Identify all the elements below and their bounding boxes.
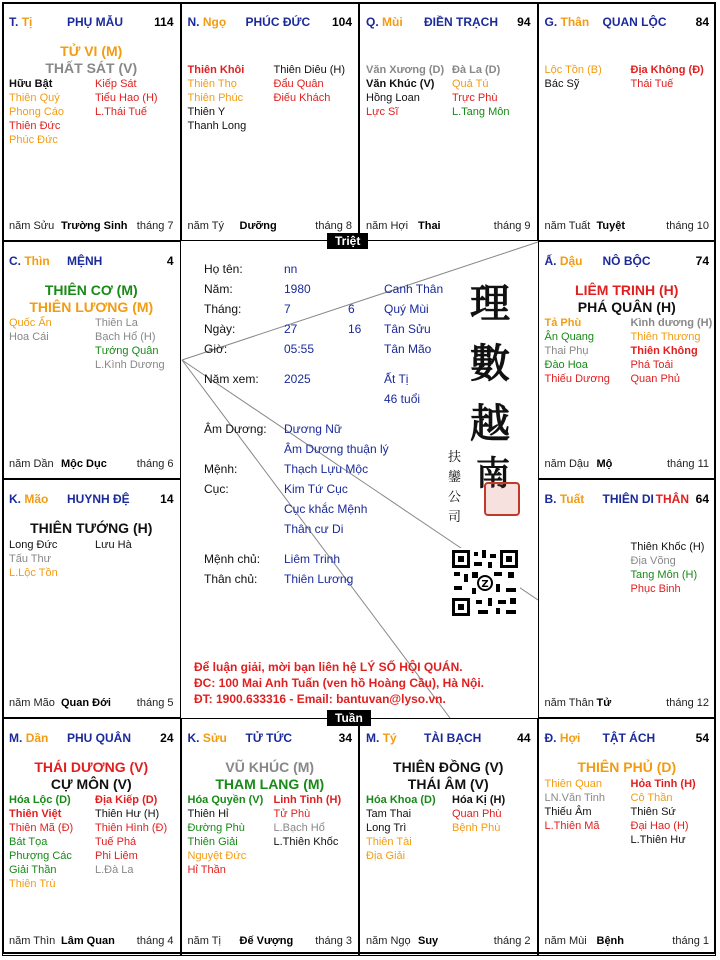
minor-star: L.Thái Tuế xyxy=(95,106,147,118)
label-am-duong: Âm Dương: xyxy=(204,422,267,436)
label-thang: Tháng: xyxy=(204,302,242,316)
life-stage: Trường Sinh xyxy=(61,219,128,232)
year-label: năm Dậu xyxy=(544,458,590,470)
cuc-value: Kim Tứ Cục xyxy=(284,482,348,496)
year-label: năm Tị xyxy=(187,935,221,947)
minor-star: Long Trì xyxy=(366,821,407,834)
minor-star: Hữu Bật xyxy=(9,78,53,90)
ho-ten-value: nn xyxy=(284,262,298,276)
minor-star: Đào Hoa xyxy=(544,358,588,371)
month-label: tháng 1 xyxy=(672,935,709,947)
palace-cell-mui[interactable] xyxy=(359,2,538,241)
palace-name: TẬT ÁCH xyxy=(602,730,656,745)
palace-cell-hoi[interactable] xyxy=(538,718,717,957)
month-label: tháng 8 xyxy=(315,219,352,232)
palace-footer xyxy=(366,935,531,949)
label-ho-ten: Họ tên: xyxy=(204,262,243,276)
cuc-note-1: Cục khắc Mệnh xyxy=(284,502,368,516)
minor-star: Hồng Loan xyxy=(366,92,420,104)
palace-cell-mao[interactable] xyxy=(2,479,181,718)
am-duong-value: Dương Nữ xyxy=(284,422,342,436)
minor-star: Thái Tuế xyxy=(630,78,674,90)
palace-branch: K. Sửu xyxy=(187,730,227,745)
palace-name: HUYNH ĐỆ xyxy=(67,492,130,506)
month-label: tháng 3 xyxy=(315,935,352,947)
life-stage: Tuyệt xyxy=(596,219,626,232)
gio-can-chi: Tân Mão xyxy=(384,342,432,356)
main-star: THIÊN TƯỚNG (H) xyxy=(30,520,153,536)
minor-star: Thiên Thương xyxy=(630,330,701,343)
minor-star: Thanh Long xyxy=(187,120,247,132)
red-seal-stamp xyxy=(484,482,520,516)
minor-star: Thiên Giải xyxy=(187,835,238,848)
minor-star: Bác Sỹ xyxy=(544,78,580,90)
label-cuc: Cục: xyxy=(204,482,229,496)
palace-branch: Q. Mùi xyxy=(366,15,403,29)
minor-star: Thiên Tài xyxy=(366,835,412,848)
palace-branch: M. Dần xyxy=(9,730,49,745)
main-star: CỰ MÔN (V) xyxy=(50,775,132,792)
minor-star: Thiên Khôi xyxy=(187,64,245,76)
minor-star: Hóa Quyền (V) xyxy=(187,793,264,806)
minor-star: Kiếp Sát xyxy=(95,78,137,90)
palace-number: 74 xyxy=(695,253,709,268)
main-star: THIÊN CƠ (M) xyxy=(44,281,138,298)
month-label: tháng 11 xyxy=(666,458,709,470)
palace-number: 14 xyxy=(160,492,174,506)
palace-cell-ty[interactable] xyxy=(359,718,538,957)
palace-footer xyxy=(9,458,174,472)
minor-star: Thiên Sứ xyxy=(630,805,676,818)
month-label: tháng 5 xyxy=(136,696,174,709)
palace-name: ĐIỀN TRẠCH xyxy=(424,15,498,29)
minor-star: Thiếu Dương xyxy=(544,372,610,385)
palace-name: MỆNH xyxy=(67,253,103,268)
minor-star: Thiên Không xyxy=(630,344,698,357)
label-nam-xem: Năm xem: xyxy=(204,372,259,386)
palace-footer xyxy=(545,935,710,949)
palace-cell-ti[interactable] xyxy=(2,2,181,241)
palace-number: 54 xyxy=(695,730,709,745)
minor-star: Phá Toái xyxy=(630,358,674,371)
minor-star: Tiểu Hao (H) xyxy=(95,92,158,104)
month-label: tháng 12 xyxy=(666,696,709,709)
main-star: THAM LANG (M) xyxy=(215,775,325,792)
minor-star: Lực Sĩ xyxy=(366,106,399,118)
minor-star: Phong Cáo xyxy=(9,106,65,118)
palace-footer xyxy=(188,935,353,949)
right-star-list xyxy=(631,540,705,596)
minor-star: Phượng Các xyxy=(9,849,72,862)
palace-cell-tuat[interactable] xyxy=(538,479,717,718)
minor-star: Cô Thần xyxy=(630,791,673,804)
minor-star: Văn Xương (D) xyxy=(366,64,445,76)
minor-star: Thiên Việt xyxy=(9,807,62,820)
palace-footer xyxy=(545,220,710,234)
right-star-list xyxy=(95,793,167,877)
minor-star: Địa Không (Đ) xyxy=(630,64,704,76)
minor-star: Thiên Y xyxy=(187,106,226,118)
life-stage: Mộ xyxy=(596,458,613,470)
life-stage: Suy xyxy=(418,935,439,947)
minor-star: Bạch Hổ (H) xyxy=(95,330,156,343)
month-label: tháng 10 xyxy=(666,219,709,232)
minor-star: L.Tang Môn xyxy=(452,106,510,118)
right-star-list xyxy=(631,316,713,386)
thang-can-chi: Quý Mùi xyxy=(384,302,429,316)
label-gio: Giờ: xyxy=(204,342,228,356)
right-star-list xyxy=(631,63,704,91)
palace-number: 84 xyxy=(695,15,709,29)
tuan-tag: Tuần xyxy=(327,710,371,726)
month-label: tháng 2 xyxy=(493,935,531,947)
palace-number: 24 xyxy=(160,730,174,745)
minor-star: L.Thiên Hư xyxy=(630,833,686,846)
palace-number: 44 xyxy=(517,730,531,745)
minor-star: Hỉ Thần xyxy=(187,863,226,876)
life-stage: Thai xyxy=(418,219,441,232)
minor-star: Hỏa Tinh (H) xyxy=(630,777,696,790)
palace-branch: M. Tý xyxy=(366,730,397,745)
minor-star: Phi Liêm xyxy=(95,849,138,862)
left-star-list xyxy=(188,793,264,877)
minor-star: Giải Thần xyxy=(9,863,57,876)
am-duong-note: Âm Dương thuận lý xyxy=(284,442,389,456)
minor-star: L.Lộc Tồn xyxy=(9,567,58,579)
palace-name: TÀI BẠCH xyxy=(424,730,482,745)
minor-star: Trực Phù xyxy=(452,92,498,104)
minor-star: Thai Phụ xyxy=(544,344,589,357)
minor-star: Bát Tọa xyxy=(9,835,48,848)
left-star-list xyxy=(545,63,602,91)
minor-star: Quan Phủ xyxy=(630,372,681,385)
minor-star: Phúc Đức xyxy=(9,134,58,146)
main-star: THÁI DƯƠNG (V) xyxy=(34,758,149,775)
calligraphy-char-4: 南 xyxy=(476,454,510,494)
life-stage: Dưỡng xyxy=(239,219,277,232)
palace-header xyxy=(9,731,174,747)
palace-name: PHÚC ĐỨC xyxy=(245,15,311,29)
month-label: tháng 4 xyxy=(136,935,174,947)
palace-name: PHỤ MẪU xyxy=(67,15,123,29)
palace-number: 4 xyxy=(166,253,174,268)
life-stage: Lâm Quan xyxy=(61,935,115,947)
left-star-list xyxy=(9,316,52,344)
nam-xem-can-chi: Ất Tị xyxy=(384,372,409,386)
right-star-list xyxy=(452,63,509,119)
minor-star: Phục Binh xyxy=(630,583,681,595)
right-star-list xyxy=(95,538,132,552)
minor-star: Đại Hao (H) xyxy=(630,819,689,832)
minor-star: Quan Phù xyxy=(452,807,502,820)
palace-cell-dau[interactable] xyxy=(538,241,717,480)
palace-branch: B. Tuất xyxy=(544,492,585,506)
life-stage: Bệnh xyxy=(596,935,624,947)
minor-star: Thiên Đức xyxy=(9,120,61,132)
minor-star: Thiên Hư (H) xyxy=(95,807,160,820)
palace-branch: N. Ngọ xyxy=(187,15,227,29)
year-label: năm Tý xyxy=(187,219,224,232)
label-ngay: Ngày: xyxy=(204,322,236,336)
palace-footer xyxy=(545,458,710,472)
palace-cell-dan[interactable] xyxy=(2,718,181,957)
palace-header xyxy=(9,254,174,270)
minor-star: Đà La (D) xyxy=(452,64,501,76)
main-star: THIÊN LƯƠNG (M) xyxy=(29,298,154,315)
palace-branch: Đ. Hợi xyxy=(544,730,581,745)
main-star: VŨ KHÚC (M) xyxy=(225,758,315,775)
palace-header xyxy=(545,731,710,747)
palace-footer xyxy=(366,220,531,234)
minor-star: Địa Giải xyxy=(366,849,406,862)
label-than-chu: Thân chủ: xyxy=(204,572,258,586)
minor-star: L.Kình Dương xyxy=(95,358,165,371)
main-star: PHÁ QUÂN (H) xyxy=(577,298,676,315)
year-label: năm Thân xyxy=(544,696,594,709)
cuc-note-2: Thân cư Di xyxy=(284,522,344,536)
right-star-list xyxy=(452,793,505,835)
left-star-list xyxy=(9,538,58,580)
palace-name: THIÊN DI xyxy=(602,492,654,506)
palace-header xyxy=(545,492,710,508)
palace-branch: T. Tị xyxy=(9,15,33,29)
label-menh-chu: Mệnh chủ: xyxy=(204,552,261,566)
minor-star: Hóa Khoa (D) xyxy=(366,793,436,806)
minor-star: Thiên Quan xyxy=(544,777,602,790)
minor-star: Thiên Diêu (H) xyxy=(273,64,346,76)
nam-xem-value: 2025 xyxy=(284,372,311,386)
palace-number: 34 xyxy=(338,730,352,745)
month-label: tháng 7 xyxy=(136,219,174,232)
palace-footer xyxy=(9,220,174,234)
minor-star: Long Đức xyxy=(9,539,58,551)
minor-star: Thiên Thọ xyxy=(187,78,237,90)
thang-duong: 7 xyxy=(284,302,291,316)
minor-star: Thiên Khốc (H) xyxy=(630,541,705,553)
right-star-list xyxy=(274,793,342,849)
minor-star: Hoa Cái xyxy=(9,330,49,343)
tuoi-value: 46 tuổi xyxy=(384,392,421,406)
minor-star: Địa Võng xyxy=(630,555,676,567)
left-star-list xyxy=(366,793,436,863)
palace-footer xyxy=(9,697,174,711)
palace-number: 114 xyxy=(154,15,174,29)
minor-star: Thiên Hỉ xyxy=(187,807,229,820)
left-star-list xyxy=(188,63,247,133)
palace-footer xyxy=(9,935,174,949)
main-star: THẤT SÁT (V) xyxy=(45,60,138,76)
minor-star: L.Thiên Mã xyxy=(544,819,600,832)
palace-number: 104 xyxy=(331,15,352,29)
palace-branch: G. Thân xyxy=(544,15,590,29)
life-stage: Đế Vượng xyxy=(239,935,294,947)
menh-value: Thạch Lựu Mộc xyxy=(284,462,369,476)
left-star-list xyxy=(366,63,444,119)
palace-cell-thin[interactable] xyxy=(2,241,181,480)
palace-branch: C. Thìn xyxy=(9,253,50,268)
main-star: THIÊN PHỦ (D) xyxy=(577,758,677,775)
minor-star: L.Đà La xyxy=(95,863,134,876)
palace-header xyxy=(188,15,353,31)
life-stage: Mộc Dục xyxy=(61,458,107,470)
year-label: năm Mùi xyxy=(544,935,587,947)
menh-chu-value: Liêm Trinh xyxy=(284,552,341,566)
minor-star: Tuế Phá xyxy=(95,835,137,848)
calligraphy-char-3: 越 xyxy=(470,400,510,447)
minor-star: Văn Khúc (V) xyxy=(366,78,435,90)
palace-name: TỬ TỨC xyxy=(245,730,293,745)
label-nam: Năm: xyxy=(204,282,233,296)
ngay-duong: 27 xyxy=(284,322,298,336)
thang-am: 6 xyxy=(348,302,355,316)
palace-header xyxy=(545,15,710,31)
nam-can-chi: Canh Thân xyxy=(384,282,444,296)
minor-star: Bệnh Phù xyxy=(452,821,501,834)
palace-cell-suu[interactable] xyxy=(181,718,360,957)
minor-star: Thiên Quý xyxy=(9,92,60,104)
calligraphy-char-1: 理 xyxy=(470,280,510,327)
minor-star: LN.Văn Tinh xyxy=(544,791,606,804)
minor-star: Thiên La xyxy=(95,316,138,329)
contact-line-2: ĐC: 100 Mai Anh Tuấn (ven hồ Hoàng Cầu), Hà Nội. xyxy=(194,676,485,690)
right-star-list xyxy=(274,63,346,105)
minor-star: Quả Tú xyxy=(452,78,489,90)
palace-header xyxy=(366,731,531,747)
gio-value: 05:55 xyxy=(284,342,315,356)
minor-star: Địa Kiếp (D) xyxy=(95,793,158,806)
palace-branch: K. Mão xyxy=(9,492,49,506)
minor-star: L.Bạch Hổ xyxy=(273,821,325,834)
palace-number: 94 xyxy=(517,15,531,29)
minor-star: Tả Phù xyxy=(544,316,582,329)
month-label: tháng 6 xyxy=(136,458,174,470)
minor-star: Đẩu Quân xyxy=(273,78,324,90)
year-label: năm Sửu xyxy=(9,219,55,232)
minor-star: Kình dương (H) xyxy=(630,316,713,329)
minor-star: Thiên Hình (Đ) xyxy=(95,821,168,834)
palace-footer xyxy=(545,697,710,711)
month-label: tháng 9 xyxy=(493,219,531,232)
minor-star: Ân Quang xyxy=(544,330,595,343)
qr-code-icon[interactable] xyxy=(450,548,520,618)
left-star-list xyxy=(545,316,610,386)
left-star-list xyxy=(9,793,73,891)
year-label: năm Dần xyxy=(9,458,54,470)
label-menh: Mệnh: xyxy=(204,462,238,476)
than-marker: THÂN xyxy=(655,492,689,506)
palace-name: NÔ BỘC xyxy=(602,253,651,268)
minor-star: Lưu Hà xyxy=(95,539,132,551)
palace-cell-ngo[interactable] xyxy=(181,2,360,241)
right-star-list xyxy=(631,777,696,847)
palace-cell-than[interactable] xyxy=(538,2,717,241)
center-panel xyxy=(180,240,538,718)
minor-star: Hóa Kị (H) xyxy=(452,793,506,806)
main-star: LIÊM TRINH (H) xyxy=(575,281,679,298)
triet-tag: Triệt xyxy=(327,233,368,249)
minor-star: Điếu Khách xyxy=(273,92,331,104)
contact-line-1: Để luận giải, mời bạn liên hệ LÝ SỐ HỘI QUÁN. xyxy=(194,660,463,674)
minor-star: Hóa Lộc (D) xyxy=(9,793,71,806)
palace-footer xyxy=(188,220,353,234)
palace-header xyxy=(9,15,174,31)
life-stage: Quan Đới xyxy=(61,696,111,709)
ngay-am: 16 xyxy=(348,322,362,336)
left-star-list xyxy=(545,777,606,833)
minor-star: Quốc Ấn xyxy=(9,316,52,329)
palace-number: 64 xyxy=(695,492,709,506)
minor-star: Tang Môn (H) xyxy=(630,569,698,581)
life-stage: Tử xyxy=(596,696,612,709)
minor-star: Đường Phù xyxy=(187,821,245,834)
year-label: năm Ngọ xyxy=(366,935,411,947)
minor-star: Tấu Thư xyxy=(9,553,52,565)
right-star-list xyxy=(95,77,158,119)
left-star-list xyxy=(9,77,64,147)
palace-branch: Ấ. Dậu xyxy=(544,253,583,268)
palace-header xyxy=(366,15,531,31)
minor-star: Thiếu Âm xyxy=(544,805,592,818)
seal-side-text: 扶 鑾 公 司 xyxy=(448,450,462,525)
palace-header xyxy=(9,492,174,508)
main-star: TỬ VI (M) xyxy=(60,43,123,59)
minor-star: Nguyệt Đức xyxy=(187,849,247,862)
main-star: THIÊN ĐỒNG (V) xyxy=(393,758,504,775)
year-label: năm Tuất xyxy=(544,219,591,232)
right-star-list xyxy=(95,316,165,372)
year-label: năm Mão xyxy=(9,696,55,709)
nam-value: 1980 xyxy=(284,282,311,296)
minor-star: L.Thiên Khốc xyxy=(273,835,339,848)
palace-name: PHU QUÂN xyxy=(67,730,132,745)
calligraphy-char-2: 數 xyxy=(470,340,510,387)
minor-star: Tam Thai xyxy=(366,807,412,820)
palace-name: QUAN LỘC xyxy=(602,15,667,29)
ngay-can-chi: Tân Sửu xyxy=(384,322,431,336)
svg-text:Z: Z xyxy=(481,579,489,590)
than-chu-value: Thiên Lương xyxy=(284,572,354,586)
minor-star: Lộc Tồn (B) xyxy=(544,64,602,76)
minor-star: Thiên Trù xyxy=(9,877,56,890)
main-star: THÁI ÂM (V) xyxy=(407,775,489,792)
year-label: năm Hợi xyxy=(366,219,409,232)
year-label: năm Thìn xyxy=(9,935,56,947)
minor-star: Thiên Phúc xyxy=(187,92,244,104)
minor-star: Tướng Quân xyxy=(95,344,159,357)
palace-header xyxy=(188,731,353,747)
contact-line-3[interactable]: ĐT: 1900.633316 - Email: bantuvan@lyso.vn. xyxy=(194,692,446,706)
minor-star: Linh Tinh (H) xyxy=(273,793,342,806)
minor-star: Thiên Mã (Đ) xyxy=(9,821,74,834)
minor-star: Tử Phù xyxy=(273,807,311,820)
palace-header xyxy=(545,254,710,270)
